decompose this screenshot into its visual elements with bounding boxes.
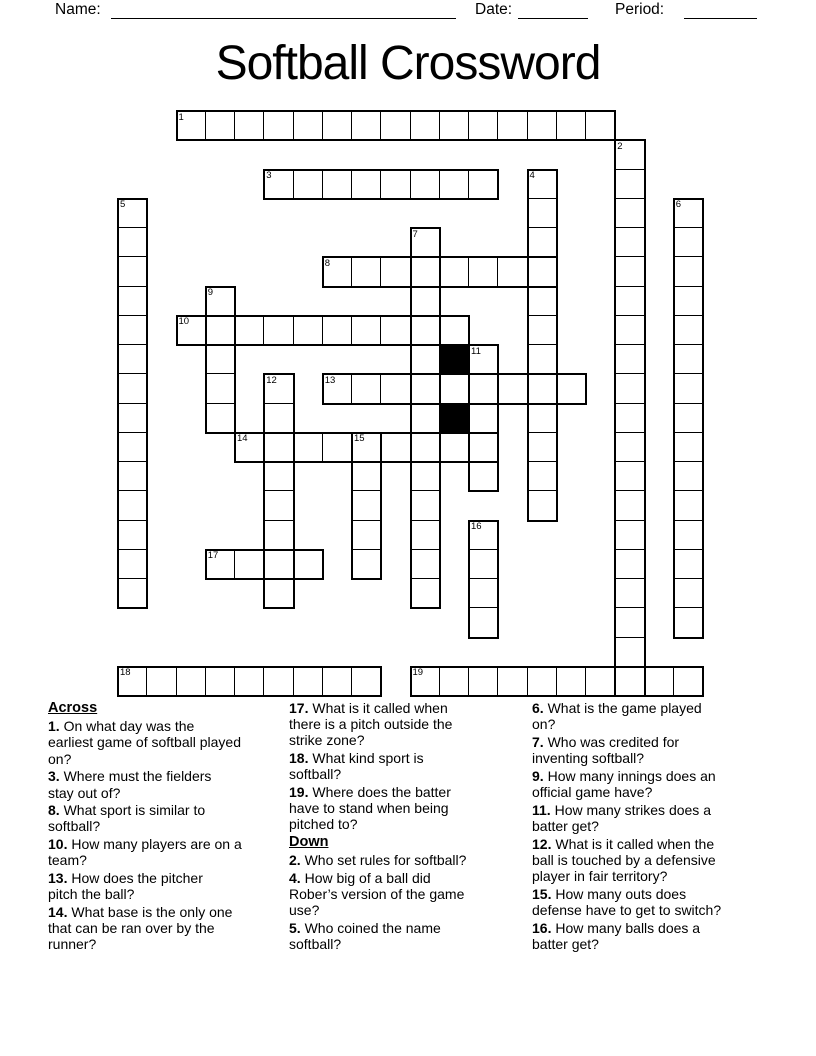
clue-item (532, 700, 721, 732)
grid-cell (293, 110, 324, 141)
grid-cell (117, 227, 148, 258)
grid-cell (497, 110, 528, 141)
clue-number: 9. (532, 767, 544, 784)
clues-column-across (48, 700, 242, 954)
grid-cell (410, 432, 441, 463)
cell-number: 12 (266, 374, 277, 386)
clue-number: 3. (48, 768, 60, 785)
clue-line: 15. How many outs does (532, 885, 687, 902)
grid-cell (117, 549, 148, 580)
clue-line: team? (48, 852, 87, 869)
clue-line: have to stand when being (289, 800, 449, 817)
clue-item (532, 768, 721, 800)
grid-cell (673, 256, 704, 287)
grid-cell (234, 549, 265, 580)
grid-cell (380, 169, 411, 200)
grid-cell (614, 373, 645, 404)
grid-cell (673, 227, 704, 258)
grid-cell (439, 666, 470, 697)
clue-line: 10. How many players are on a (48, 836, 242, 853)
grid-cell (527, 110, 558, 141)
grid-cell (556, 373, 587, 404)
grid-cell (527, 461, 558, 492)
grid-cell (234, 315, 265, 346)
clue-item (532, 802, 721, 834)
cell-number: 16 (471, 521, 482, 532)
clue-line: pitch the ball? (48, 886, 135, 903)
grid-cell (293, 549, 324, 580)
grid-cell (263, 578, 294, 609)
grid-cell (410, 256, 441, 287)
grid-cell (380, 373, 411, 404)
clue-item (289, 870, 466, 919)
clue-line: 5. Who coined the name (289, 920, 441, 937)
grid-cell (644, 666, 675, 697)
grid-cell (556, 666, 587, 697)
grid-cell (380, 256, 411, 287)
grid-cell (146, 666, 177, 697)
clue-line: runner? (48, 936, 97, 953)
grid-cell (673, 666, 704, 697)
clue-line: 1. On what day was the (48, 718, 195, 735)
clue-line: 12. What is it called when the (532, 835, 715, 852)
grid-cell (556, 110, 587, 141)
clue-line: there is a pitch outside the (289, 716, 453, 733)
grid-cell (410, 315, 441, 346)
grid-cell (351, 520, 382, 551)
grid-cell (351, 315, 382, 346)
cell-number: 5 (120, 199, 126, 211)
grid-cell (380, 110, 411, 141)
grid-cell (673, 432, 704, 463)
grid-cell (263, 666, 294, 697)
clues-column-down (532, 700, 721, 954)
clue-number: 14. (48, 903, 68, 920)
clue-item (48, 836, 242, 868)
clue-item (289, 920, 466, 952)
clue-item (289, 700, 466, 749)
grid-cell (117, 461, 148, 492)
grid-cell (176, 666, 207, 697)
cell-number: 9 (207, 287, 214, 298)
page-title: Softball Crossword (215, 37, 601, 90)
grid-cell (585, 666, 616, 697)
grid-cell (468, 403, 499, 434)
grid-cell (410, 578, 441, 609)
grid-cell (322, 169, 353, 200)
clue-line: Rober’s version of the game (289, 886, 465, 903)
grid-cell (380, 315, 411, 346)
grid-cell (117, 315, 148, 346)
grid-cell (673, 373, 704, 404)
clue-item (532, 836, 721, 885)
grid-cell (439, 432, 470, 463)
grid-cell (117, 432, 148, 463)
clue-number: 1. (48, 718, 60, 735)
grid-cell (614, 286, 645, 317)
grid-cell (614, 637, 645, 668)
grid-cell (293, 666, 324, 697)
blocked-cell (439, 403, 470, 434)
grid-cell (410, 373, 441, 404)
cell-number: 2 (617, 140, 623, 152)
clue-line: 9. How many innings does an (532, 767, 716, 784)
date-label: Date: (475, 1, 513, 18)
grid-cell (468, 461, 499, 492)
clue-line: batter get? (532, 935, 599, 952)
cell-number: 18 (120, 667, 131, 679)
grid-cell (614, 578, 645, 609)
clue-number: 13. (48, 870, 68, 887)
grid-cell (527, 432, 558, 463)
grid-cell (117, 286, 148, 317)
grid-cell (322, 110, 353, 141)
across-header: Across (48, 700, 98, 716)
grid-cell (614, 315, 645, 346)
grid-cell (614, 666, 645, 697)
grid-cell (614, 607, 645, 638)
clue-number: 2. (289, 852, 301, 869)
grid-cell (468, 666, 499, 697)
clue-item (532, 734, 721, 766)
grid-cell (468, 169, 499, 200)
cell-number: 11 (471, 345, 481, 357)
grid-cell (205, 666, 236, 697)
clue-line: 13. How does the pitcher (48, 870, 203, 887)
grid-cell (585, 110, 616, 141)
clues-column-middle (289, 700, 466, 954)
grid-cell (527, 286, 558, 317)
grid-cell (468, 256, 499, 287)
grid-cell (410, 490, 441, 521)
grid-cell (351, 490, 382, 521)
clue-line: on? (532, 716, 556, 733)
clue-line: 16. How many balls does a (532, 919, 701, 936)
grid-cell (468, 549, 499, 580)
grid-cell (351, 169, 382, 200)
down-header: Down (289, 834, 329, 851)
grid-cell (673, 490, 704, 521)
grid-cell (205, 344, 236, 375)
cell-number: 7 (412, 228, 418, 240)
grid-cell (468, 432, 499, 463)
clue-item (289, 750, 466, 782)
clue-line: 19. Where does the batter (289, 784, 451, 801)
cell-number: 4 (529, 170, 535, 181)
grid-cell (673, 549, 704, 580)
grid-cell (205, 315, 236, 346)
clue-line: 14. What base is the only one (48, 903, 233, 920)
grid-cell (205, 403, 236, 434)
grid-cell (117, 520, 148, 551)
grid-cell (322, 666, 353, 697)
grid-cell (117, 578, 148, 609)
clue-line: 3. Where must the fielders (48, 768, 212, 785)
grid-cell (234, 110, 265, 141)
clue-number: 19. (289, 784, 309, 801)
grid-cell (673, 520, 704, 551)
clue-line: use? (289, 902, 320, 919)
clue-line: batter get? (532, 817, 599, 834)
grid-cell (673, 607, 704, 638)
grid-cell (263, 432, 294, 463)
grid-cell (497, 256, 528, 287)
grid-cell (410, 403, 441, 434)
cell-number: 14 (237, 433, 248, 445)
grid-cell (614, 227, 645, 258)
clue-number: 5. (289, 920, 301, 937)
clue-line: 2. Who set rules for softball? (289, 852, 467, 869)
grid-cell (293, 432, 324, 463)
grid-cell (380, 432, 411, 463)
grid-cell (497, 373, 528, 404)
clue-line: 8. What sport is similar to (48, 802, 206, 819)
grid-cell (614, 169, 645, 200)
cell-number: 15 (354, 433, 365, 445)
clue-item (532, 920, 721, 952)
clue-item (48, 870, 242, 902)
cell-number: 6 (675, 199, 682, 211)
grid-cell (351, 110, 382, 141)
clue-line: official game have? (532, 784, 653, 801)
clue-line: softball? (48, 818, 101, 835)
clue-item (48, 904, 242, 953)
clue-number: 15. (532, 885, 552, 902)
grid-cell (527, 227, 558, 258)
grid-cell (263, 520, 294, 551)
grid-cell (468, 110, 499, 141)
clue-item (532, 886, 721, 918)
grid-cell (351, 666, 382, 697)
grid-cell (439, 169, 470, 200)
grid-cell (322, 315, 353, 346)
grid-cell (614, 256, 645, 287)
grid-cell (673, 578, 704, 609)
clue-number: 18. (289, 750, 309, 767)
clue-line: 17. What is it called when (289, 700, 448, 716)
grid-cell (527, 315, 558, 346)
grid-cell (351, 256, 382, 287)
clue-item (48, 718, 242, 767)
grid-cell (527, 373, 558, 404)
grid-cell (410, 344, 441, 375)
grid-cell (263, 403, 294, 434)
clue-line: ball is touched by a defensive (532, 851, 716, 868)
period-label: Period: (615, 1, 665, 18)
clue-number: 6. (532, 700, 544, 716)
clue-line: 18. What kind sport is (289, 750, 424, 767)
clue-line: 4. How big of a ball did (289, 870, 431, 887)
blocked-cell (439, 344, 470, 375)
grid-cell (439, 315, 470, 346)
grid-cell (673, 315, 704, 346)
grid-cell (614, 198, 645, 229)
clue-number: 4. (289, 870, 301, 887)
grid-cell (117, 373, 148, 404)
grid-cell (527, 666, 558, 697)
clue-line: inventing softball? (532, 750, 645, 767)
grid-cell (263, 490, 294, 521)
clue-number: 11. (532, 801, 551, 818)
cell-number: 1 (178, 111, 184, 123)
cell-number: 8 (324, 257, 331, 269)
grid-cell (293, 315, 324, 346)
name-label: Name: (55, 1, 101, 18)
grid-cell (439, 110, 470, 141)
clue-line: 6. What is the game played (532, 700, 702, 716)
clue-line: on? (48, 750, 72, 767)
grid-cell (527, 256, 558, 287)
cell-number: 10 (178, 316, 190, 328)
grid-cell (351, 549, 382, 580)
clue-line: softball? (289, 766, 342, 783)
grid-cell (614, 461, 645, 492)
grid-cell (293, 169, 324, 200)
grid-cell (468, 578, 499, 609)
grid-cell (527, 344, 558, 375)
grid-cell (527, 403, 558, 434)
grid-cell (614, 490, 645, 521)
grid-cell (468, 373, 499, 404)
clue-number: 12. (532, 835, 552, 852)
grid-cell (673, 403, 704, 434)
grid-cell (614, 549, 645, 580)
clue-line: strike zone? (289, 732, 365, 749)
grid-cell (351, 461, 382, 492)
grid-cell (117, 490, 148, 521)
clue-number: 10. (48, 836, 68, 853)
grid-cell (614, 432, 645, 463)
grid-cell (410, 549, 441, 580)
clue-line: stay out of? (48, 784, 121, 801)
clue-number: 16. (532, 919, 552, 936)
grid-cell (410, 110, 441, 141)
clue-number: 8. (48, 802, 60, 819)
clue-line: 11. How many strikes does a (532, 801, 711, 818)
clue-item (289, 852, 466, 868)
clue-line: softball? (289, 936, 342, 953)
grid-cell (410, 461, 441, 492)
grid-cell (527, 490, 558, 521)
grid-cell (117, 403, 148, 434)
clue-item (48, 802, 242, 834)
clue-line: defense have to get to switch? (532, 901, 722, 918)
grid-cell (263, 315, 294, 346)
grid-cell (410, 169, 441, 200)
grid-cell (410, 286, 441, 317)
grid-cell (205, 373, 236, 404)
cell-number: 13 (324, 374, 336, 386)
grid-cell (468, 607, 499, 638)
grid-cell (117, 256, 148, 287)
grid-cell (614, 520, 645, 551)
clue-number: 17. (289, 700, 309, 716)
clue-line: that can be ran over by the (48, 920, 215, 937)
grid-cell (497, 666, 528, 697)
cell-number: 17 (207, 550, 219, 562)
grid-cell (117, 344, 148, 375)
cell-number: 19 (412, 667, 424, 679)
grid-cell (614, 344, 645, 375)
clue-line: 7. Who was credited for (532, 733, 680, 750)
grid-cell (614, 403, 645, 434)
grid-cell (673, 461, 704, 492)
grid-cell (351, 373, 382, 404)
grid-cell (205, 110, 236, 141)
grid-cell (263, 110, 294, 141)
grid-cell (673, 286, 704, 317)
clue-item (289, 784, 466, 833)
cell-number: 3 (266, 170, 272, 181)
clue-line: pitched to? (289, 816, 358, 833)
clue-line: player in fair territory? (532, 868, 668, 885)
grid-cell (263, 461, 294, 492)
clue-item (48, 768, 242, 800)
grid-cell (410, 520, 441, 551)
clue-line: earliest game of softball played (48, 734, 241, 751)
clue-number: 7. (532, 733, 544, 750)
grid-cell (322, 432, 353, 463)
grid-cell (234, 666, 265, 697)
grid-cell (439, 373, 470, 404)
grid-cell (673, 344, 704, 375)
grid-cell (527, 198, 558, 229)
grid-cell (439, 256, 470, 287)
grid-cell (263, 549, 294, 580)
